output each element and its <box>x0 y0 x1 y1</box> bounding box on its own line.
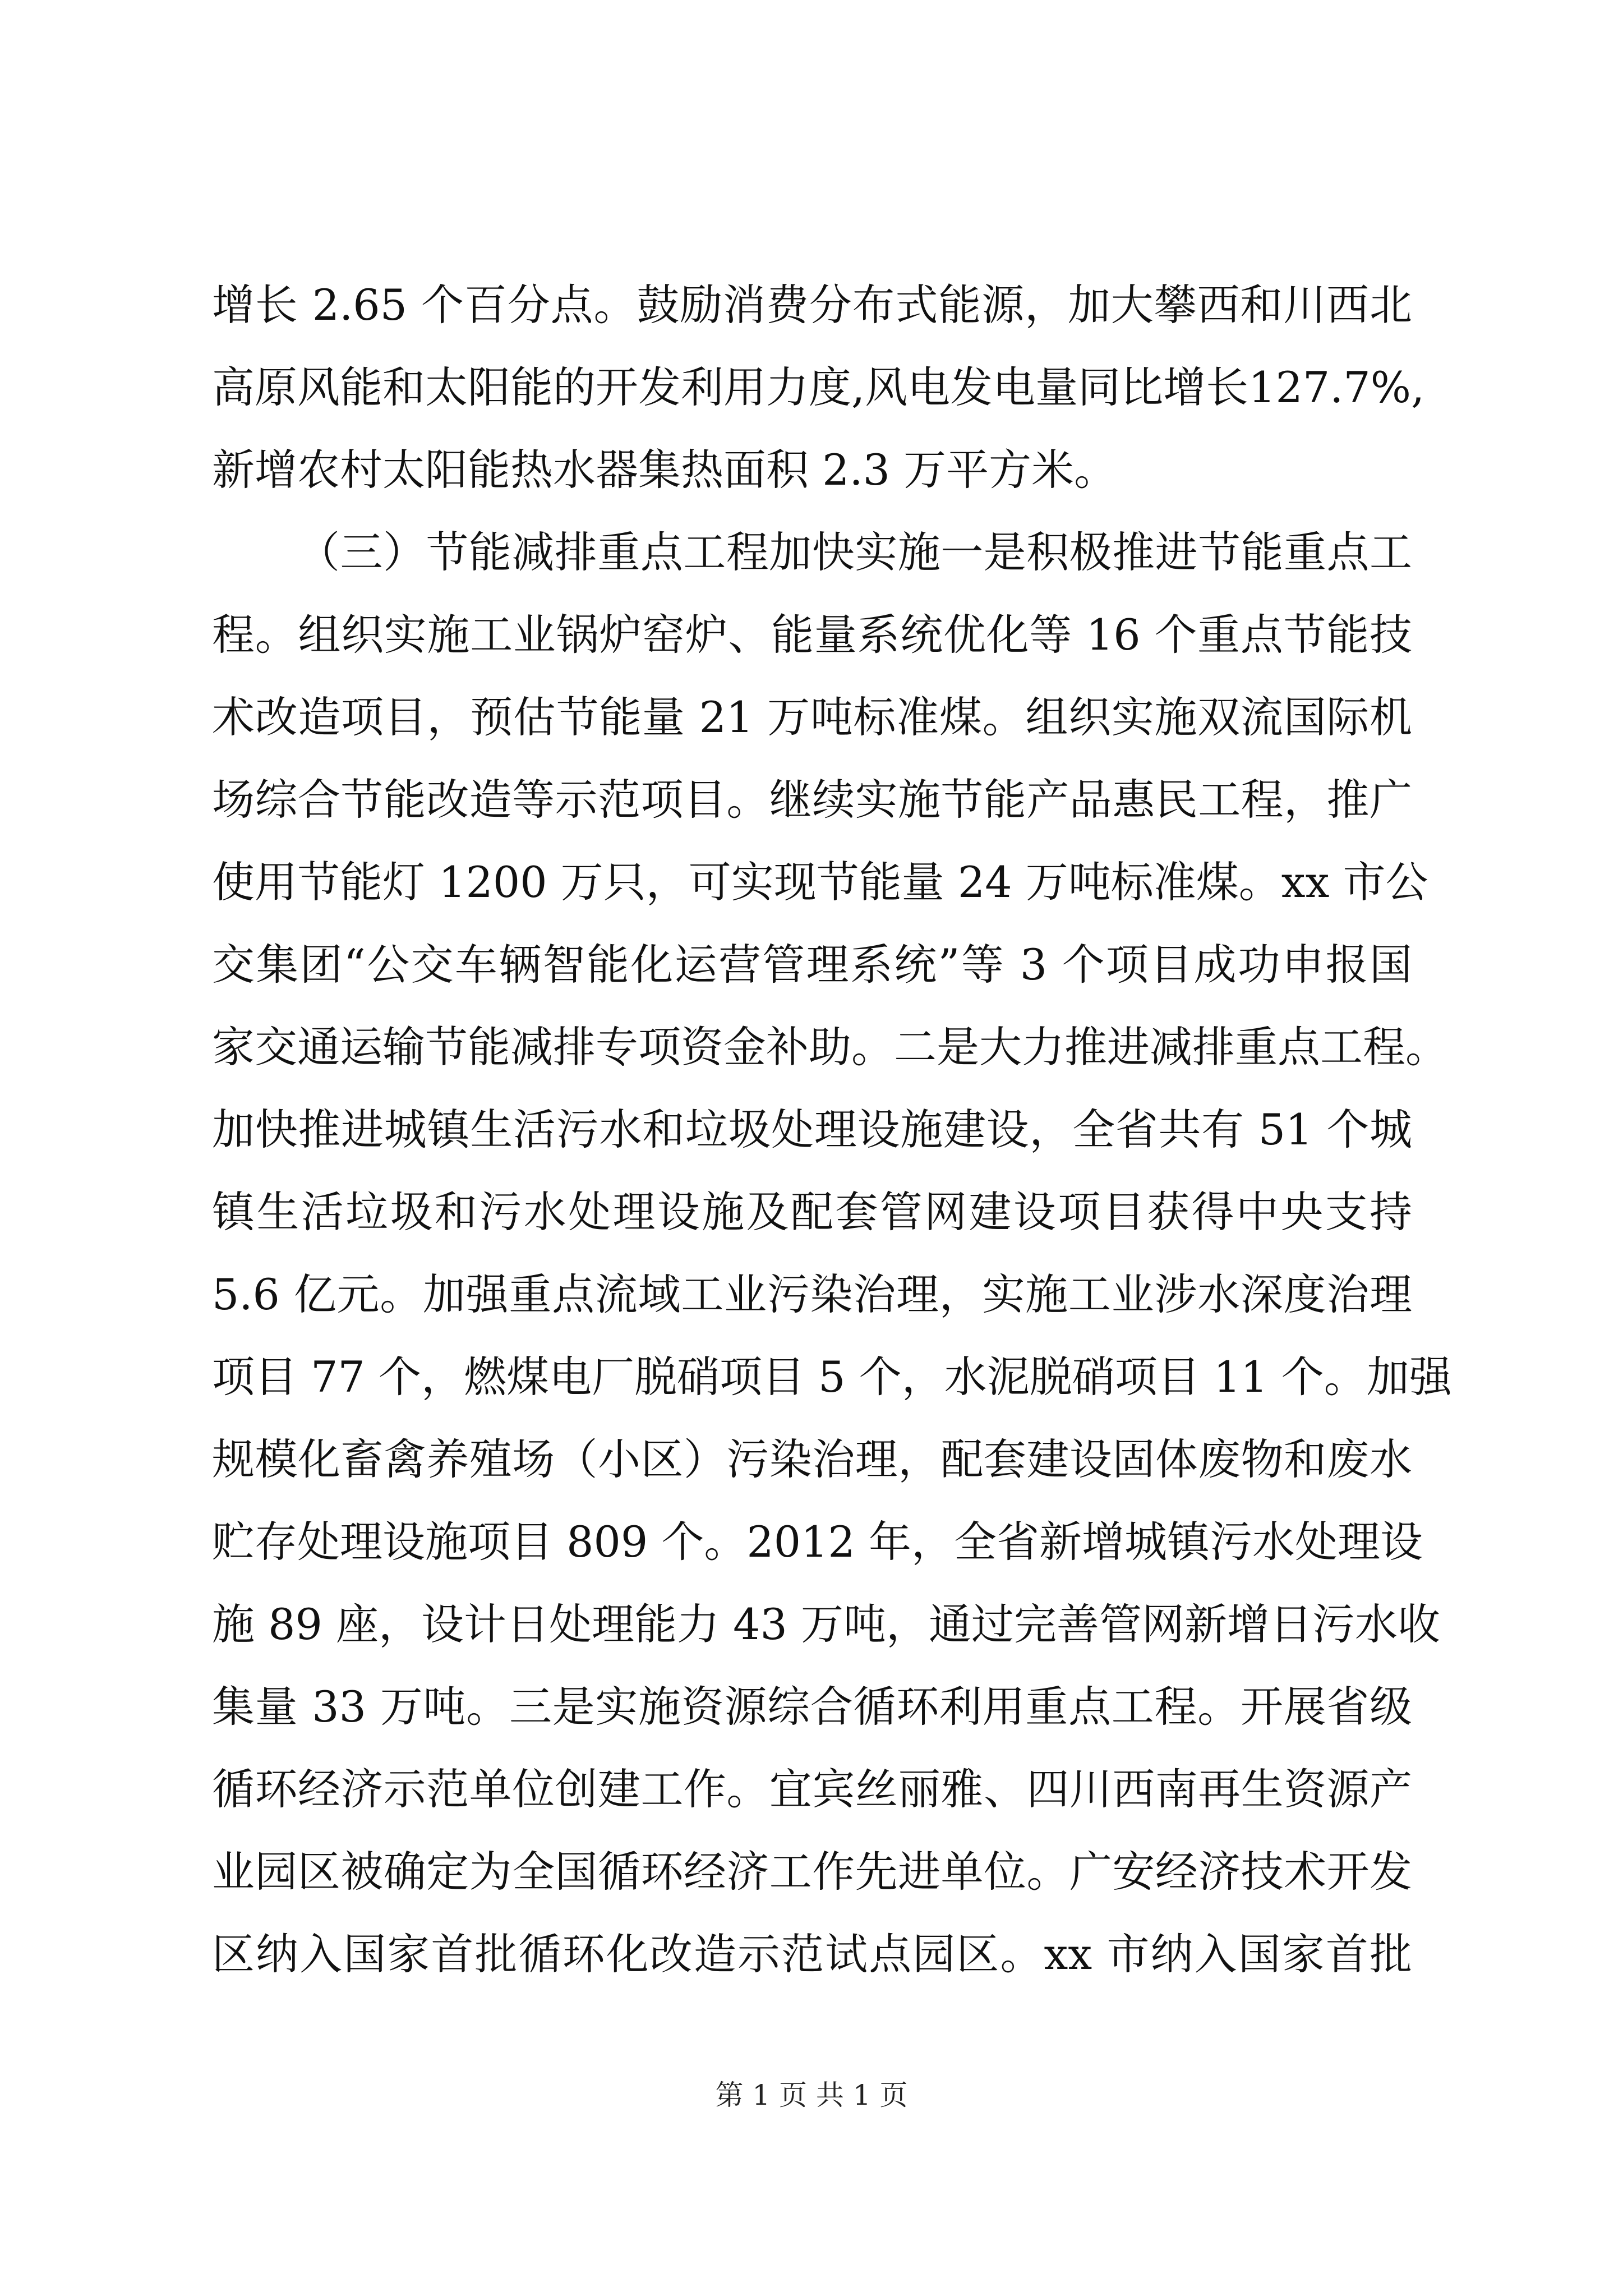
text-line: 5.6 亿元。加强重点流域工业污染治理，实施工业涉水深度治理 <box>212 1269 1412 1319</box>
text-line: 新增农村太阳能热水器集热面积 2.3 万平方米。 <box>212 445 1117 495</box>
text-line: 加快推进城镇生活污水和垃圾处理设施建设，全省共有 51 个城 <box>212 1105 1412 1154</box>
text-line: 交集团“公交车辆智能化运营管理系统”等 3 个项目成功申报国 <box>212 940 1412 990</box>
text-line: 增长 2.65 个百分点。鼓励消费分布式能源，加大攀西和川西北 <box>212 280 1412 330</box>
text-line: 场综合节能改造等示范项目。继续实施节能产品惠民工程，推广 <box>212 775 1412 825</box>
text-line: 镇生活垃圾和污水处理设施及配套管网建设项目获得中央支持 <box>212 1187 1412 1237</box>
text-line: 集量 33 万吨。三是实施资源综合循环利用重点工程。开展省级 <box>212 1682 1412 1732</box>
text-line: 程。组织实施工业锅炉窑炉、能量系统优化等 16 个重点节能技 <box>212 610 1412 660</box>
text-line: 区纳入国家首批循环化改造示范试点园区。xx 市纳入国家首批 <box>212 1929 1412 1979</box>
paragraph-start-line: （三）节能减排重点工程加快实施一是积极推进节能重点工 <box>297 527 1412 577</box>
text-line: 业园区被确定为全国循环经济工作先进单位。广安经济技术开发 <box>212 1847 1412 1897</box>
text-line: 高原风能和太阳能的开发利用力度,风电发电量同比增长127.7%, <box>212 362 1425 412</box>
text-line: 术改造项目，预估节能量 21 万吨标准煤。组织实施双流国际机 <box>212 692 1412 742</box>
text-line: 贮存处理设施项目 809 个。2012 年，全省新增城镇污水处理设 <box>212 1517 1423 1567</box>
text-line: 家交通运输节能减排专项资金补助。二是大力推进减排重点工程。 <box>212 1022 1448 1072</box>
page-number-footer: 第 1 页 共 1 页 <box>715 2079 908 2111</box>
text-line: 施 89 座，设计日处理能力 43 万吨，通过完善管网新增日污水收 <box>212 1599 1441 1649</box>
text-line: 循环经济示范单位创建工作。宜宾丝丽雅、四川西南再生资源产 <box>212 1764 1412 1814</box>
text-line: 项目 77 个，燃煤电厂脱硝项目 5 个，水泥脱硝项目 11 个。加强 <box>212 1352 1452 1402</box>
body-text <box>212 264 1452 1995</box>
text-line: 规模化畜禽养殖场（小区）污染治理，配套建设固体废物和废水 <box>212 1434 1412 1484</box>
text-line: 使用节能灯 1200 万只，可实现节能量 24 万吨标准煤。xx 市公 <box>212 857 1428 907</box>
